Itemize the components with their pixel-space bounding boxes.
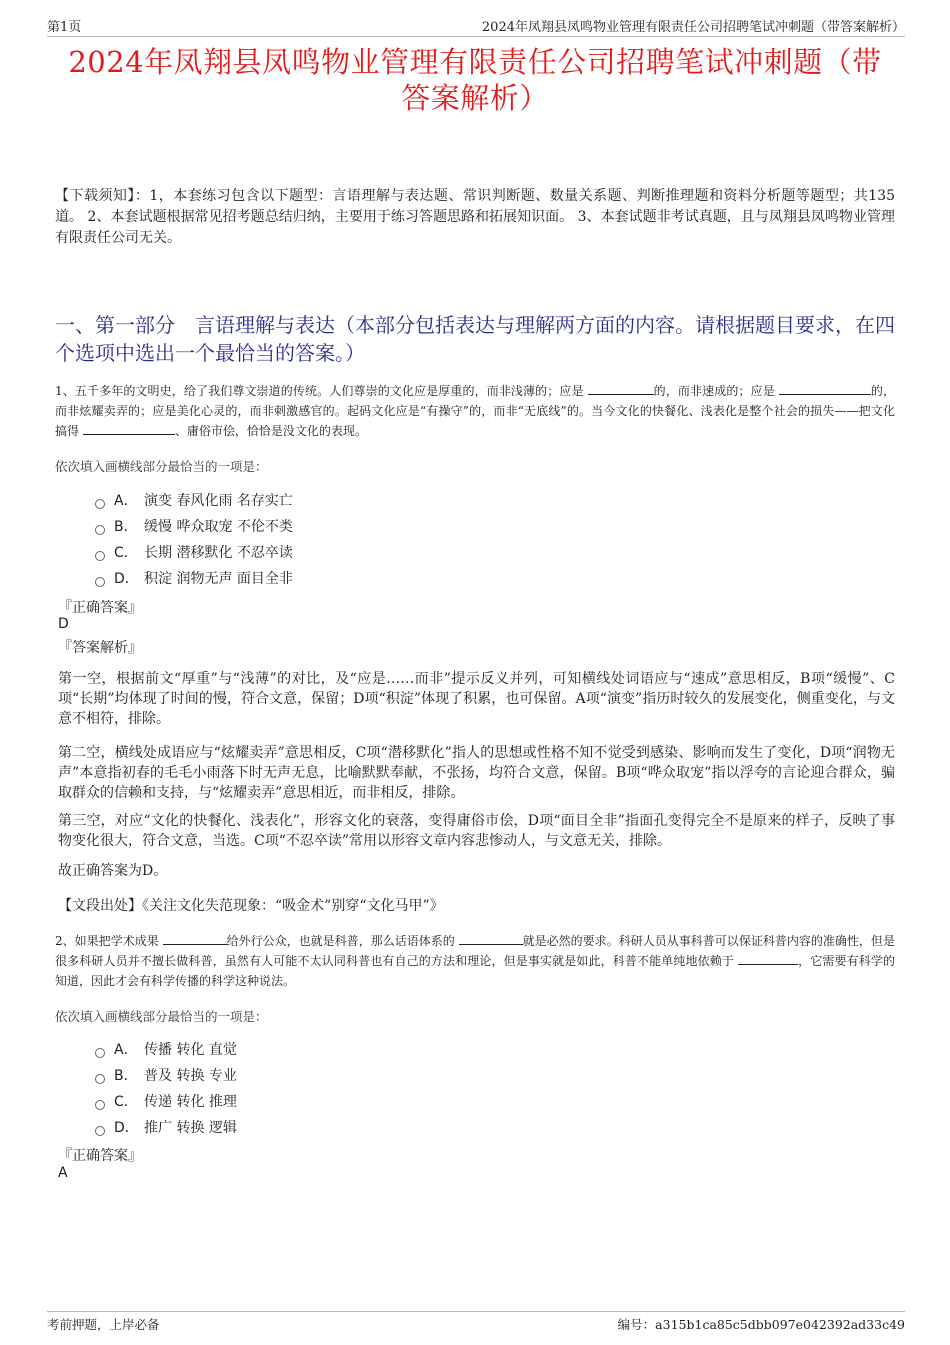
answer-label: 『正确答案』 <box>58 1148 142 1164</box>
analysis-paragraph: 第一空，根据前文“厚重”与“浅薄”的对比，及“应是……而非”提示反义并列，可知横线处词语应与“速成”意思相反，B项“缓慢”、C项“长期”均体现了时间的慢，符合文意，保留；D项“积淀”体现了积累，也可保留。A项“演变”指历时较久的发展变化，侧重变化，与文意不相符，排除。 <box>58 671 895 727</box>
page-title: 2024年凤翔县凤鸣物业管理有限责任公司招聘笔试冲刺题（带答案解析） <box>68 45 882 115</box>
option-a[interactable]: A． 演变 春风化雨 名存实亡 <box>95 488 293 514</box>
download-notice: 【下载须知】：1，本套练习包含以下题型：言语理解与表达题、常识判断题、数量关系题、判断推理题和资料分析题等题型；共135道。 2、本套试题根据常见招考题总结归纳，主要用于练习答题思路和拓展知识面。 3、本套试题非考试真题，且与凤翔县凤鸣物业管理有限责任公司无关。 <box>55 188 895 246</box>
fill-blank <box>83 421 175 435</box>
page-footer <box>47 1311 905 1334</box>
analysis-conclusion: 故正确答案为D。 <box>58 863 168 879</box>
question-1-prompt: 依次填入画横线部分最恰当的一项是： <box>55 459 268 474</box>
fill-blank <box>588 381 654 395</box>
option-c[interactable]: C． 长期 潜移默化 不忍卒读 <box>95 540 293 566</box>
footer-serial: 编号：a315b1ca85c5dbb097e042392ad33c49 <box>617 1317 905 1332</box>
radio-button-icon[interactable] <box>95 525 105 535</box>
question-2-prompt: 依次填入画横线部分最恰当的一项是： <box>55 1009 268 1024</box>
analysis-paragraph: 第二空，横线处成语应与“炫耀卖弄”意思相反，C项“潜移默化”指人的思想或性格不知不觉受到感染、影响而发生了变化，D项“润物无声”本意指初春的毛毛小雨落下时无声无息，比喻默默奉献，不张扬，均符合文意，保留。B项“哗众取宠”指以浮夸的言论迎合群众，骗取群众的信赖和支持，与“炫耀卖弄”意思相近，而非相反，排除。 <box>58 745 895 801</box>
question-2-text: 2、如果把学术成果 给外行公众，也就是科普，那么话语体系的 就是必然的要求。科研人员从事科普可以保证科普内容的准确性，但是很多科研人员并不擅长做科普，虽然有人可能不太认同科普也有自己的方法和理论，但是事实就是如此，科普不能单纯地依赖于 ，它需要有科学的知道，因此才会有科学传播的科学这种说法。 <box>55 931 895 991</box>
fill-blank <box>779 381 871 395</box>
source-citation: 【文段出处】《关注文化失范现象：“吸金术”别穿“文化马甲”》 <box>58 898 444 914</box>
option-a[interactable]: A． 传播 转化 直觉 <box>95 1037 237 1063</box>
analysis-label: 『答案解析』 <box>58 640 142 656</box>
option-c[interactable]: C． 传递 转化 推理 <box>95 1089 237 1115</box>
question-1-options <box>95 488 293 592</box>
fill-blank <box>163 931 227 945</box>
option-b[interactable]: B． 普及 转换 专业 <box>95 1063 237 1089</box>
radio-button-icon[interactable] <box>95 1126 105 1136</box>
radio-button-icon[interactable] <box>95 551 105 561</box>
question-2-options <box>95 1037 237 1141</box>
analysis-paragraph: 第三空，对应“文化的快餐化、浅表化”，形容文化的衰落，变得庸俗市侩，D项“面目全非”指面孔变得完全不是原来的样子，反映了事物变化很大，符合文意，当选。C项“不忍卒读”常用以形容文章内容悲惨动人，与文意无关，排除。 <box>58 813 895 849</box>
option-d[interactable]: D． 推广 转换 逻辑 <box>95 1115 237 1141</box>
radio-button-icon[interactable] <box>95 577 105 587</box>
fill-blank <box>459 931 523 945</box>
radio-button-icon[interactable] <box>95 1074 105 1084</box>
option-d[interactable]: D． 积淀 润物无声 面目全非 <box>95 566 293 592</box>
footer-slogan: 考前押题，上岸必备 <box>47 1317 160 1332</box>
page-header <box>47 14 905 37</box>
radio-button-icon[interactable] <box>95 1100 105 1110</box>
radio-button-icon[interactable] <box>95 1048 105 1058</box>
answer-label: 『正确答案』 <box>58 600 142 616</box>
page-number: 第1页 <box>47 20 82 35</box>
correct-answer: A <box>58 1165 68 1181</box>
radio-button-icon[interactable] <box>95 499 105 509</box>
question-1-text: 1、五千多年的文明史，给了我们尊文崇道的传统。人们尊崇的文化应是厚重的，而非浅薄的；应是 的，而非速成的；应是 的，而非炫耀卖弄的；应是美化心灵的，而非刺激感官的。起码文化应是“有操守”的，而非“无底线”的。当今文化的快餐化、浅表化是整个社会的损失——把文化搞得 、庸俗市侩，恰恰是没文化的表现。 <box>55 381 895 441</box>
correct-answer: D <box>58 616 69 632</box>
fill-blank <box>738 951 798 965</box>
section-title: 一、第一部分 言语理解与表达（本部分包括表达与理解两方面的内容。请根据题目要求，在四个选项中选出一个最恰当的答案。） <box>55 313 895 365</box>
option-b[interactable]: B． 缓慢 哗众取宠 不伦不类 <box>95 514 293 540</box>
header-doc-title: 2024年凤翔县凤鸣物业管理有限责任公司招聘笔试冲刺题（带答案解析） <box>481 20 905 35</box>
